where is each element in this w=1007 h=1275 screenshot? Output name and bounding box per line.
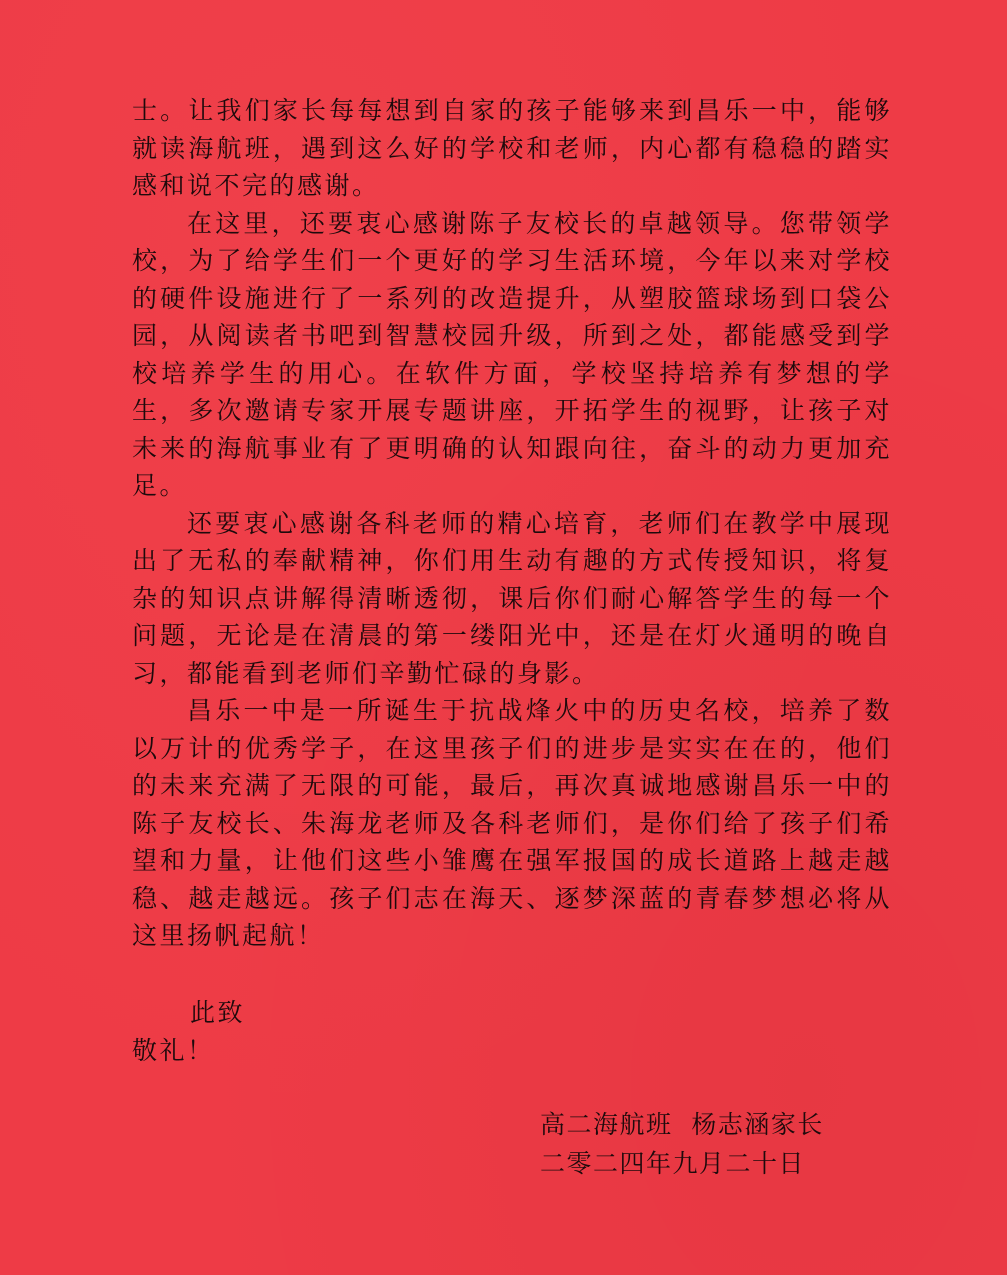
paragraph-gratitude-continued: 士。让我们家长每每想到自家的孩子能够来到昌乐一中，能够就读海航班，遇到这么好的学校和老师，内心都有稳稳的踏实感和说不完的感谢。 bbox=[132, 96, 892, 200]
paragraph-principal-thanks: 在这里，还要衷心感谢陈子友校长的卓越领导。您带领学校，为了给学生们一个更好的学习生活环境，今年以来对学校的硬件设施进行了一系列的改造提升，从塑胶篮球场到口袋公园，从阅读者书吧到智慧校园升级，所到之处，都能感受到学校培养学生的用心。在软件方面，学校坚持培养有梦想的学生，多次邀请专家开展专题讲座，开拓学生的视野，让孩子对未来的海航事业有了更明确的认知跟向往，奋斗的动力更加充足。 bbox=[132, 208, 892, 500]
signature-date: 二零二四年九月二十日 bbox=[540, 1149, 806, 1178]
closing-regards: 敬礼！ bbox=[132, 1036, 215, 1065]
paragraph-school-history: 昌乐一中是一所诞生于抗战烽火中的历史名校，培养了数以万计的优秀学子，在这里孩子们的进步是实实在在的，他们的未来充满了无限的可能，最后，再次真诚地感谢昌乐一中的陈子友校长、朱海龙老师及各科老师们，是你们给了孩子们希望和力量，让他们这些小雏鹰在强军报国的成长道路上越走越稳、越走越远。孩子们志在海天、逐梦深蓝的青春梦想必将从这里扬帆起航！ bbox=[132, 696, 892, 950]
letter-body bbox=[132, 92, 892, 955]
paragraph-teachers-thanks: 还要衷心感谢各科老师的精心培育，老师们在教学中展现出了无私的奉献精神，你们用生动有趣的方式传授知识，将复杂的知识点讲解得清晰透彻，课后你们耐心解答学生的每一个问题，无论是在清晨的第一缕阳光中，还是在灯火通明的晚自习，都能看到老师们辛勤忙碌的身影。 bbox=[132, 508, 892, 688]
signature-author: 高二海航班 杨志涵家长 bbox=[540, 1110, 824, 1139]
closing-salutation: 此致 bbox=[190, 998, 246, 1027]
